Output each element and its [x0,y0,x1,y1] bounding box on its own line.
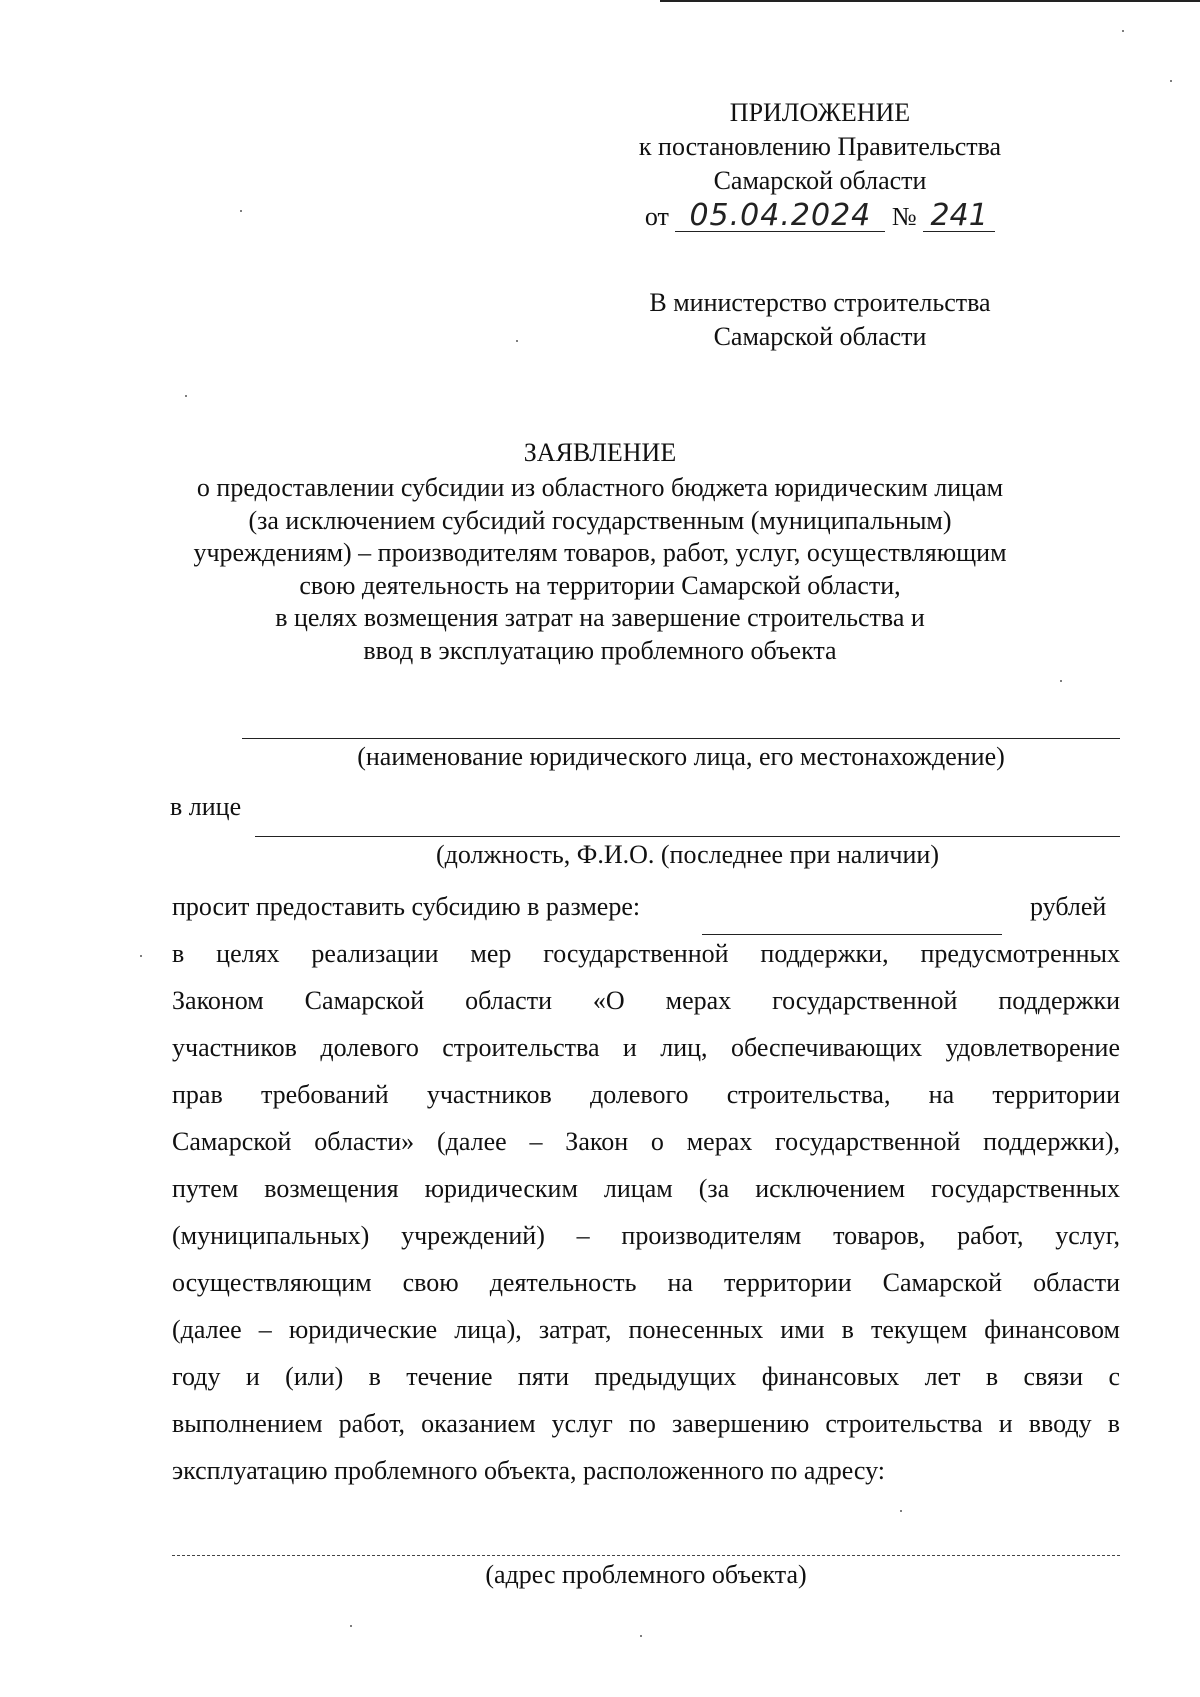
body-line: путем возмещения юридическим лицам (за исключением государственных [172,1174,1120,1203]
address-caption: (адрес проблемного объекта) [485,1560,807,1589]
body-line: году и (или) в течение пяти предыдущих финансовых лет в связи с [172,1362,1120,1391]
subtitle-line: о предоставлении субсидии из областного бюджета юридическим лицам [196,473,1004,502]
body-paragraph [172,930,1120,1494]
scan-speck [240,210,242,212]
handwritten-date: 05.04.2024 [675,201,885,232]
body-line: в целях реализации мер государственной поддержки, предусмотренных [172,939,1120,968]
entity-name-caption: (наименование юридического лица, его местонахождение) [357,742,1005,771]
subsidy-unit: рублей [1030,892,1107,921]
scan-speck [640,1635,642,1637]
addressee-block [600,286,1040,354]
body-line: эксплуатацию проблемного объекта, расположенного по адресу: [172,1456,885,1485]
scan-speck [516,340,518,342]
date-prefix: от [644,202,669,231]
person-line [255,836,1120,837]
person-prefix: в лице [170,792,242,821]
appendix-line-1: к постановлению Правительства [638,132,1002,161]
body-line: Самарской области» (далее – Закон о мерах государственной поддержки), [172,1127,1120,1156]
body-line: (муниципальных) учреждений) – производителям товаров, работ, услуг, [172,1221,1120,1250]
appendix-date-row [600,200,1040,234]
scan-speck [900,1510,902,1512]
entity-name-line [242,738,1120,739]
scan-speck [1122,30,1124,32]
appendix-line-2: Самарской области [713,166,927,195]
handwritten-number: 241 [923,201,995,232]
subtitle-line: (за исключением субсидий государственным (муниципальным) [248,505,952,535]
addressee-line-1: В министерство строительства [649,288,991,317]
person-caption: (должность, Ф.И.О. (последнее при наличии) [435,840,939,869]
statement-subtitle [150,472,1050,667]
scan-speck [140,955,142,957]
subtitle-line: учреждениям) – производителям товаров, работ, услуг, осуществляющим [193,538,1007,567]
scan-speck [1170,80,1172,82]
addressee-line-2: Самарской области [713,322,927,351]
scan-speck [1060,680,1062,682]
body-line: прав требований участников долевого строительства, на территории [172,1080,1120,1109]
number-prefix: № [891,202,917,231]
statement-title: ЗАЯВЛЕНИЕ [523,438,677,467]
subtitle-line: в целях возмещения затрат на завершение строительства и [275,603,925,632]
address-line [172,1555,1120,1556]
subtitle-line: свою деятельность на территории Самарской области, [299,570,901,600]
body-line: (далее – юридические лица), затрат, понесенных ими в текущем финансовом [172,1315,1120,1344]
body-line: выполнением работ, оказанием услуг по завершению строительства и вводу в [172,1409,1120,1438]
appendix-title: ПРИЛОЖЕНИЕ [729,98,911,127]
top-edge-line [660,0,1200,2]
body-line: участников долевого строительства и лиц, обеспечивающих удовлетворение [172,1033,1120,1062]
body-line: осуществляющим свою деятельность на территории Самарской области [172,1268,1120,1297]
scan-speck [350,1625,352,1627]
subsidy-prefix: просит предоставить субсидию в размере: [172,892,641,921]
scan-speck [185,395,187,397]
body-line: Законом Самарской области «О мерах государственной поддержки [172,986,1120,1015]
appendix-block [600,96,1040,234]
subtitle-line: ввод в эксплуатацию проблемного объекта [363,635,837,665]
